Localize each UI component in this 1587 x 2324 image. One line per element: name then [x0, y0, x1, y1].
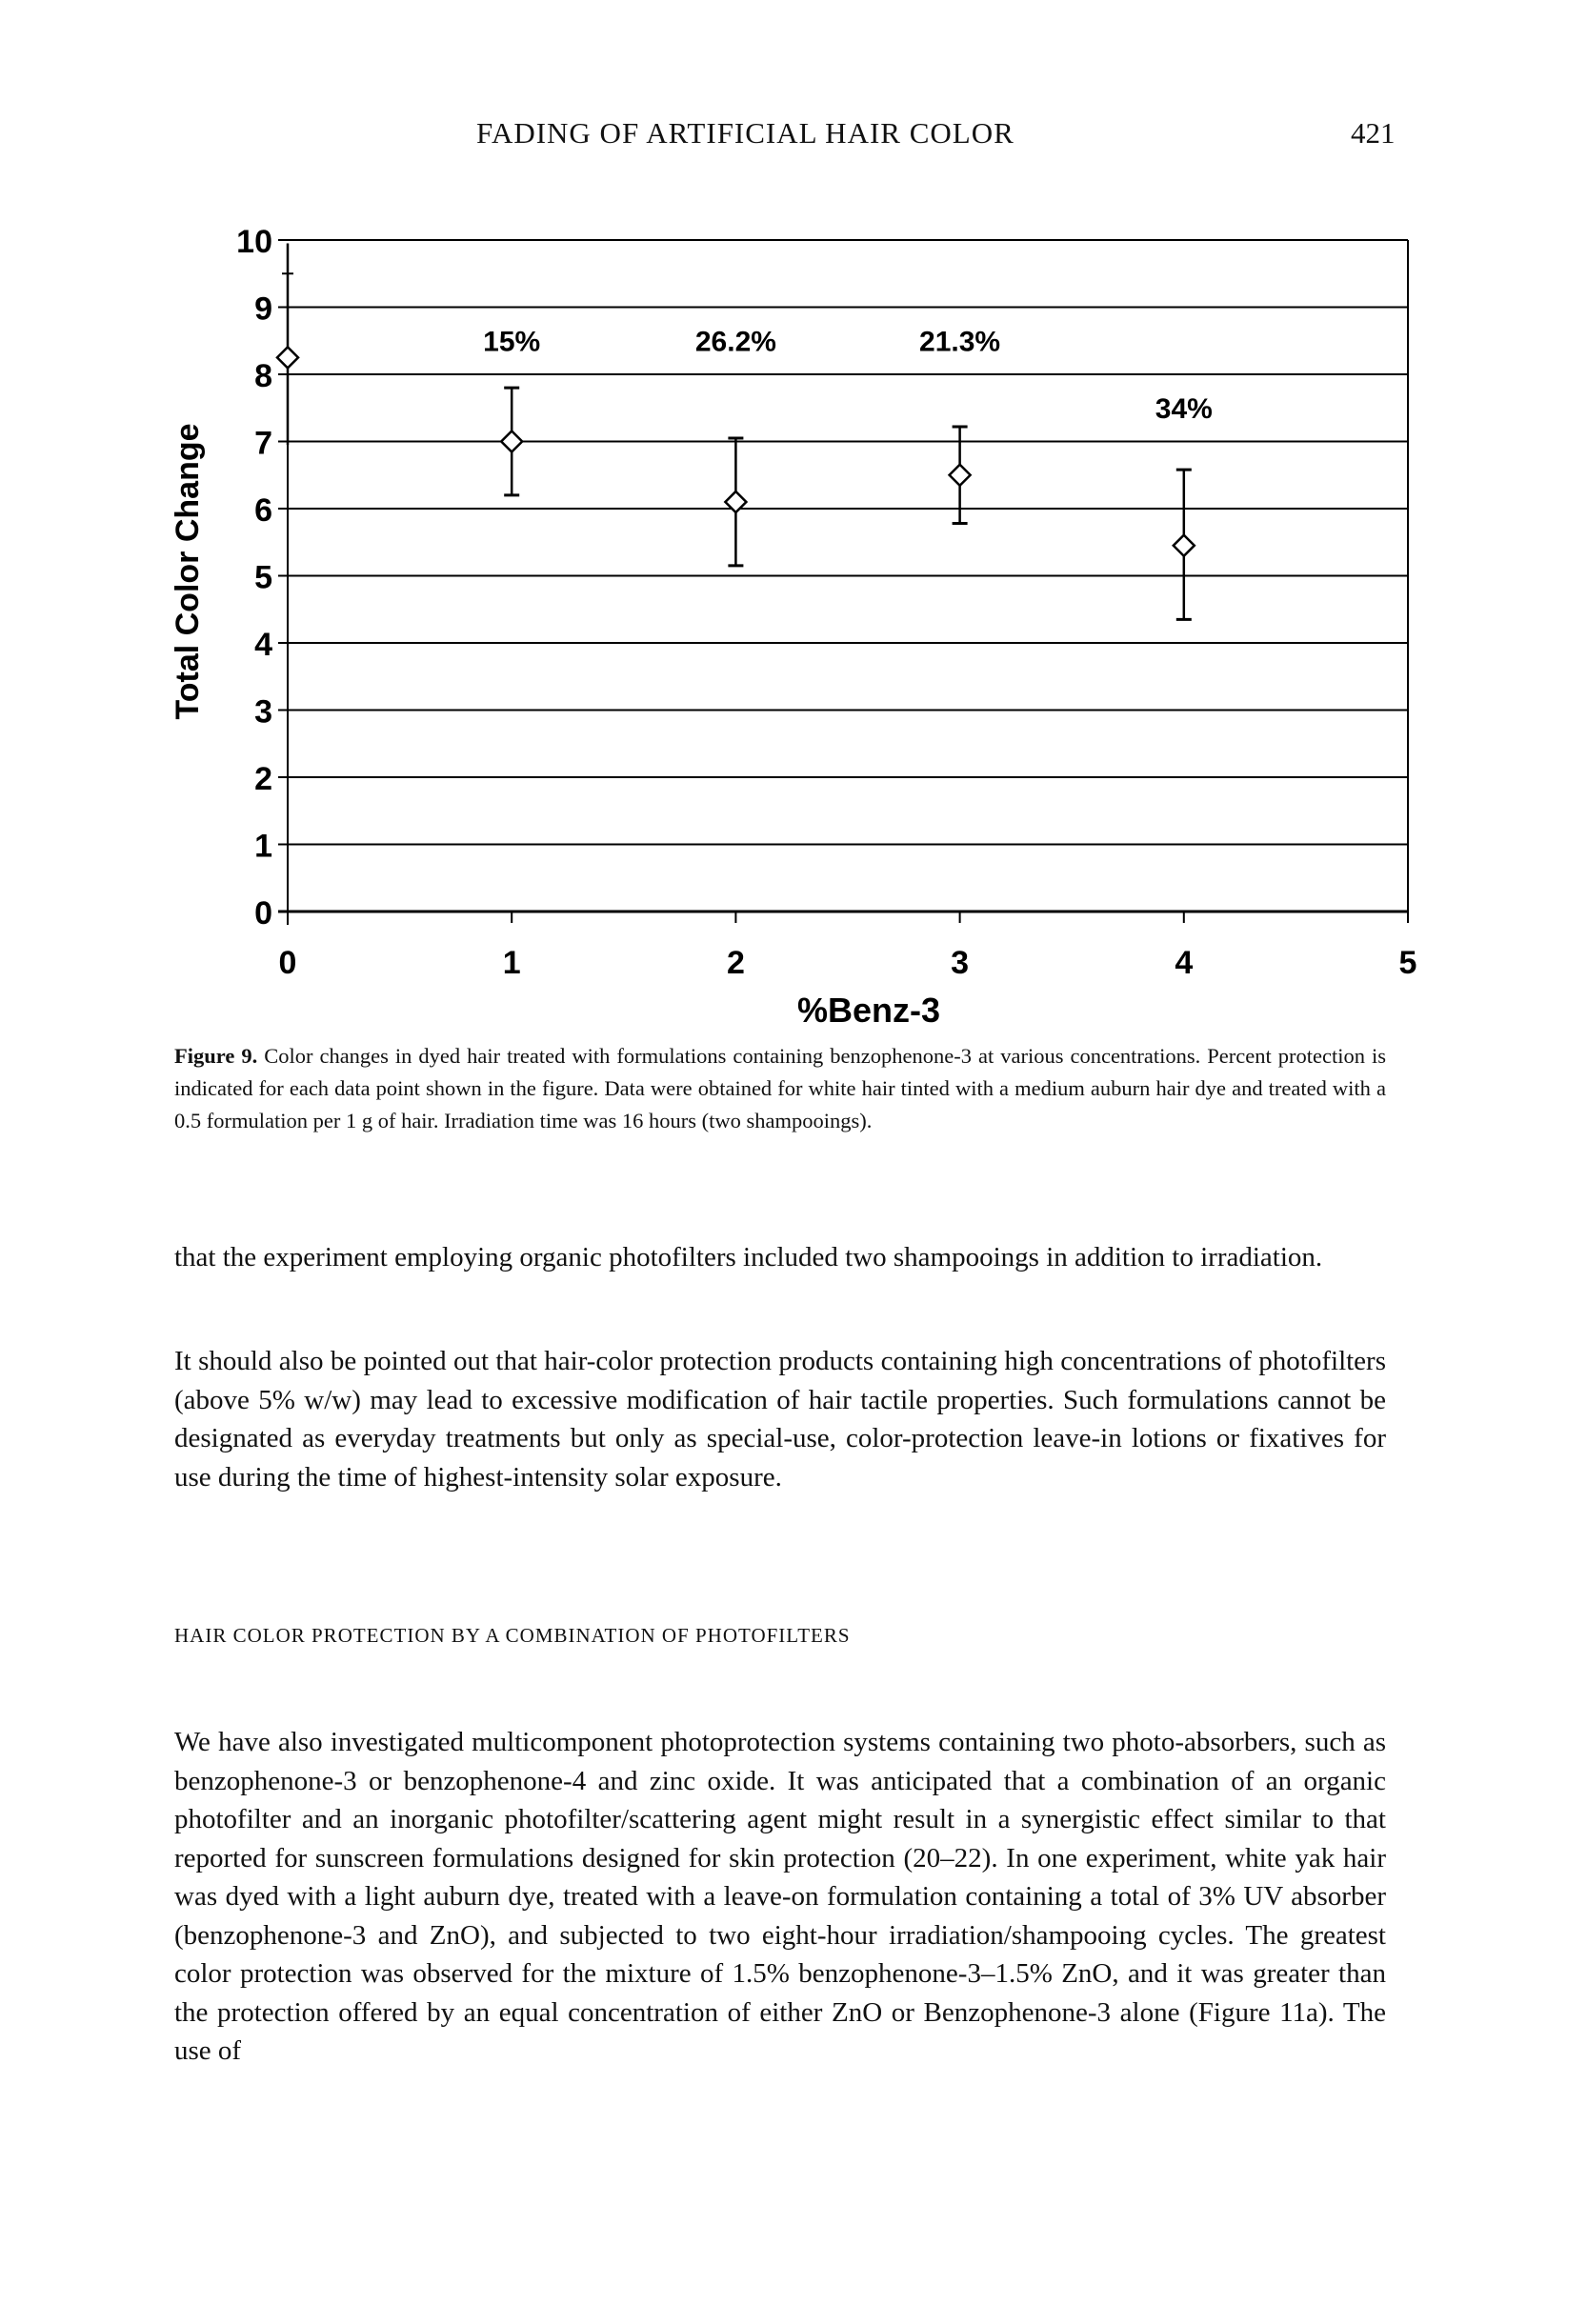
x-tick-label: 4	[1175, 945, 1194, 981]
y-tick-label: 4	[254, 627, 272, 663]
y-tick-label: 3	[254, 693, 272, 731]
section-heading: HAIR COLOR PROTECTION BY A COMBINATION OF PHOTOFILTERS	[174, 1624, 851, 1647]
data-point-diamond-marker	[950, 465, 971, 486]
protection-annotation: 15%	[483, 326, 541, 358]
figure-caption	[174, 1040, 1386, 1137]
x-tick-label: 5	[1398, 945, 1417, 981]
y-tick-label: 6	[254, 492, 272, 529]
x-tick-label: 1	[502, 945, 521, 981]
running-title: FADING OF ARTIFICIAL HAIR COLOR	[476, 116, 1014, 150]
y-tick-label: 5	[254, 559, 272, 596]
page-number: 421	[1351, 116, 1396, 150]
paragraph-1: that the experiment employing organic photofilters included two shampooings in addition to irradiation.	[174, 1242, 1323, 1272]
x-tick-label: 2	[726, 945, 745, 981]
y-tick-label: 1	[254, 828, 272, 865]
x-tick-label: 3	[951, 945, 970, 981]
y-tick-label: 7	[254, 425, 272, 462]
chart-canvas	[0, 0, 1587, 1038]
y-tick-label: 2	[254, 761, 272, 797]
y-tick-label: 10	[236, 224, 272, 260]
x-tick-label: 0	[278, 945, 297, 981]
protection-annotation: 26.2%	[694, 326, 776, 358]
protection-annotation: 34%	[1155, 392, 1213, 425]
data-point-diamond-marker	[277, 347, 298, 368]
protection-annotation: 21.3%	[919, 326, 1001, 358]
y-axis-title: Total Color Change	[170, 423, 206, 720]
data-point-diamond-marker	[1174, 535, 1195, 556]
paragraph-2: It should also be pointed out that hair-color protection products containing high concentrations of photofilters (above 5% w/w) may lead to excessive modification of hair tactile properties. Such formulations cannot be designated as everyday treatments but only as special-use, color-protection leave-in lotions or fixatives for use during the time of highest-intensity solar exposure.	[174, 1346, 1386, 1493]
figure-label: Figure 9.	[174, 1044, 258, 1068]
data-point-diamond-marker	[501, 431, 522, 452]
x-axis-title: %Benz-3	[796, 991, 941, 1030]
figure-caption-text: Color changes in dyed hair treated with formulations containing benzophenone-3 at various concentrations. Percent protection is indicated for each data point shown in the figure. Data were obtained for white hair tinted with a medium auburn hair dye and treated with a 0.5 formulation per 1 g of hair. Irradiation time was 16 hours (two shampooings).	[174, 1044, 1386, 1132]
y-tick-label: 8	[254, 358, 272, 394]
paragraph-3: We have also investigated multicomponent photoprotection systems containing two photo-absorbers, such as benzophenone-3 or benzophenone-4 and zinc oxide. It was anticipated that a combination of an organic photofilter and an inorganic photofilter/scattering agent might result in a synergistic effect similar to that reported for sunscreen formulations designed for skin protection (20–22). In one experiment, white yak hair was dyed with a light auburn dye, treated with a leave-on formulation containing a total of 3% UV absorber (benzophenone-3 and ZnO), and subjected to two eight-hour irradiation/shampooing cycles. The greatest color protection was observed for the mixture of 1.5% benzophenone-3–1.5% ZnO, and it was greater than the protection offered by an equal concentration of either ZnO or Benzophenone-3 alone (Figure 11a). The use of	[174, 1727, 1386, 2066]
figure-9-chart	[0, 0, 1587, 1038]
y-tick-label: 9	[254, 290, 272, 328]
y-tick-label: 0	[254, 895, 272, 932]
